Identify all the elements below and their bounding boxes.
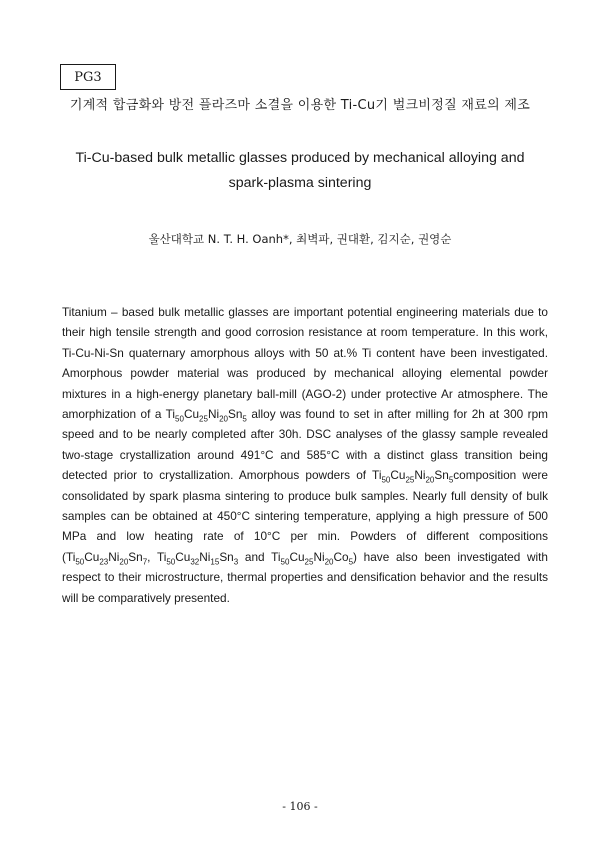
page-number: - 106 -: [282, 800, 318, 813]
element-symbol: Co: [333, 549, 349, 564]
element-subscript: 7: [142, 557, 148, 567]
abstract-body: [62, 302, 548, 608]
abstract-text: composition were consolidated by spark plasma sintering to produce bulk samples. Nearly full density of bulk samples can be obtained at 450°C sintering temperature, applying a high pressure of 500 MPa and low heating rate of 10°C per min. Powders of different compositions (: [62, 468, 548, 564]
element-symbol: Cu: [183, 407, 200, 422]
element-subscript: 50: [75, 557, 85, 567]
element-subscript: 20: [119, 557, 129, 567]
element-symbol: Cu: [390, 468, 406, 483]
element-subscript: 20: [219, 414, 228, 424]
element-subscript: 50: [175, 414, 184, 424]
alloy-formula: [65, 549, 148, 567]
element-subscript: 20: [425, 475, 435, 485]
element-symbol: Sn: [219, 549, 234, 564]
element-subscript: 50: [280, 557, 290, 567]
korean-title: 기계적 합금화와 방전 플라즈마 소결을 이용한 Ti-Cu기 벌크비정질 재료의 제조: [69, 98, 531, 113]
english-title: Ti-Cu-based bulk metallic glasses produced by mechanical alloying and spark-plasma sintering: [75, 150, 525, 191]
session-code: PG3: [60, 64, 116, 90]
element-symbol: Ni: [199, 549, 211, 564]
element-symbol: Sn: [227, 407, 243, 422]
element-subscript: 23: [99, 557, 109, 567]
element-subscript: 25: [304, 557, 314, 567]
element-subscript: 3: [233, 557, 239, 567]
element-symbol: Cu: [175, 549, 191, 564]
element-symbol: Ti: [156, 549, 167, 564]
element-subscript: 50: [381, 475, 391, 485]
element-subscript: 5: [448, 475, 454, 485]
element-symbol: Cu: [84, 549, 100, 564]
element-symbol: Ti: [271, 549, 281, 564]
abstract-text: alloy was found to set in after milling for 2h at 300 rpm speed and to be nearly completed after 30h. DSC analyses of the glassy sample revealed two-stage crystallization around 491°C and 585°C with a distinct glass transition being detected prior to crystallization. Amorphous powders of: [62, 407, 548, 483]
element-subscript: 32: [190, 557, 200, 567]
element-symbol: Ni: [313, 549, 325, 564]
alloy-formula: [372, 468, 454, 485]
element-subscript: 5: [242, 414, 247, 424]
alloy-formula: [156, 549, 239, 567]
alloy-formula: [271, 549, 354, 567]
element-subscript: 25: [405, 475, 415, 485]
abstract-text: ) have also been investigated with respect to their microstructure, thermal properties and densification behavior and the results will be comparatively presented.: [62, 549, 548, 605]
element-symbol: Ni: [414, 468, 426, 483]
element-symbol: Sn: [434, 468, 449, 483]
element-subscript: 20: [324, 557, 334, 567]
element-symbol: Ni: [207, 407, 220, 422]
element-subscript: 5: [348, 557, 354, 567]
element-symbol: Ti: [65, 549, 76, 564]
abstract-text: and: [238, 549, 272, 564]
element-symbol: Ni: [108, 549, 120, 564]
element-symbol: Sn: [128, 549, 143, 564]
abstract-text: Titanium – based bulk metallic glasses are important potential engineering materials due to their high tensile strength and good corrosion resistance at room temperature. In this work, Ti-Cu-Ni-Sn quaternary amorphous alloys with 50 at.% Ti content have been investigated. Amorphous powder material was produced by mechanical alloying elemental powder mixtures in a high-energy planetary ball-mill (AGO-2) under protective Ar atmosphere. The amorphization of a: [62, 305, 548, 422]
element-symbol: Ti: [165, 407, 176, 422]
element-symbol: Ti: [372, 468, 382, 483]
author-list: 울산대학교 N. T. H. Oanh*, 최벽파, 권대환, 김지순, 권영순: [148, 232, 452, 246]
element-subscript: 25: [199, 414, 208, 424]
element-subscript: 50: [166, 557, 176, 567]
abstract-text: ,: [147, 549, 157, 564]
alloy-formula: [165, 407, 247, 424]
element-subscript: 15: [210, 557, 220, 567]
element-symbol: Cu: [289, 549, 305, 564]
